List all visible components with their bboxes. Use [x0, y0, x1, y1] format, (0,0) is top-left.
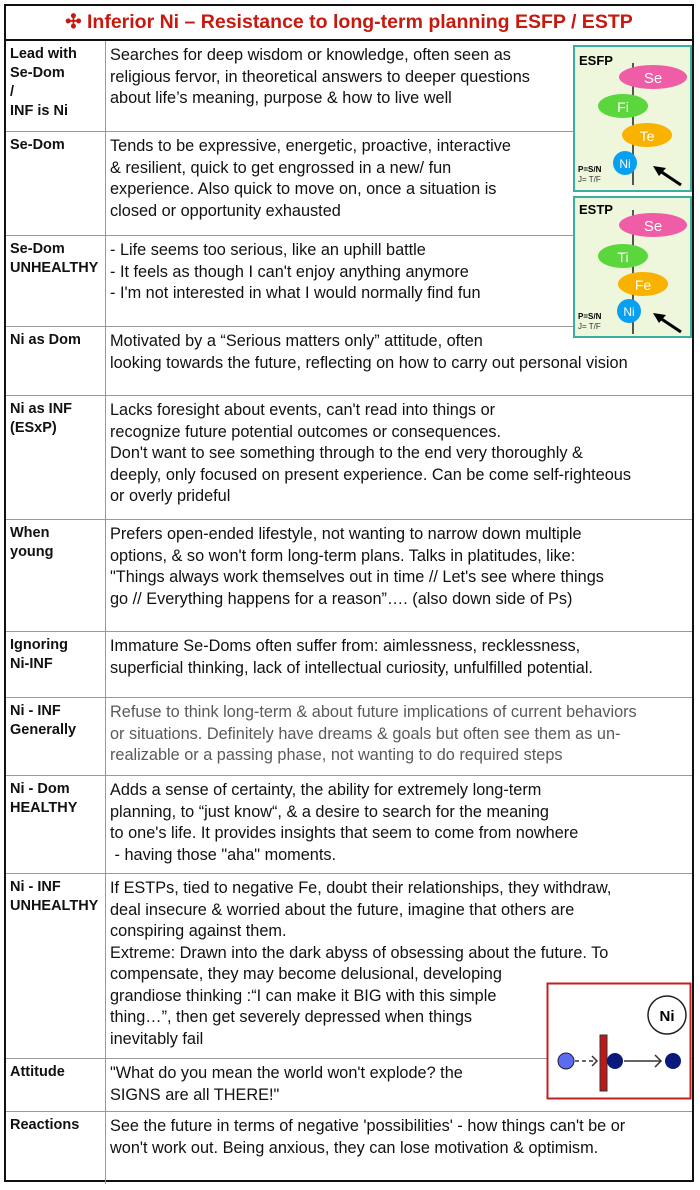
table-row [6, 1112, 692, 1184]
esfp-label: ESFP [579, 53, 613, 68]
row-label [6, 132, 106, 235]
row-label-line: When [10, 525, 50, 541]
row-label [6, 698, 106, 775]
row-text-line: Refuse to think long-term & about future implications of current behaviors [110, 703, 637, 721]
row-label [6, 520, 106, 631]
svg-text:J= T/F: J= T/F [578, 322, 601, 331]
row-text-line: won't work out. Being anxious, they can lose motivation & optimism. [110, 1138, 599, 1157]
row-label-line: young [10, 544, 54, 560]
row-text-line: religious fervor, in theoretical answers to deeper questions [110, 67, 530, 86]
row-label [6, 1112, 106, 1184]
row-text-line: experience. Also quick to move on, once a situation is [110, 180, 497, 198]
row-label-line: UNHEALTHY [10, 260, 99, 276]
row-label-line: (ESxP) [10, 420, 57, 436]
ni-circle-label: Ni [659, 1008, 675, 1025]
row-label-line: Ni as Dom [10, 332, 81, 348]
row-text-line: closed or opportunity exhausted [110, 201, 341, 220]
row-text-line: Lacks foresight about events, can't read into things or [110, 401, 496, 419]
row-label [6, 327, 106, 395]
svg-text:Ni: Ni [623, 305, 635, 319]
row-text [106, 776, 692, 873]
row-label [6, 41, 106, 131]
row-text-line: deal insecure & worried about the future, imagine that others are [110, 900, 575, 919]
row-text-line: inevitably fail [110, 1029, 204, 1048]
svg-text:Ni: Ni [619, 157, 631, 171]
row-text-line: & resilient, quick to get engrossed in a new/ fun [110, 158, 452, 177]
svg-text:Fi: Fi [617, 99, 629, 115]
row-text-line: SIGNS are all THERE!" [110, 1085, 280, 1104]
svg-text:Te: Te [639, 128, 655, 144]
table-row [6, 396, 692, 520]
row-text-line: deeply, only focused on present experience. Can be come self-righteous [110, 465, 632, 484]
row-text-line: looking towards the future, reflecting on how to carry out personal vision [110, 353, 628, 372]
svg-text:P=S/N: P=S/N [578, 165, 602, 174]
svg-text:Fe: Fe [634, 277, 652, 293]
row-text-line: Don't want to see something through to the end very thoroughly & [110, 444, 583, 462]
row-text-line: Prefers open-ended lifestyle, not wanting to narrow down multiple [110, 525, 582, 543]
row-label-line: Attitude [10, 1064, 65, 1080]
row-label-line: Se-Dom [10, 65, 65, 81]
row-label-line: INF is Ni [10, 103, 69, 119]
estp-diagram [573, 196, 693, 339]
row-label [6, 396, 106, 519]
row-label [6, 776, 106, 873]
table-row [6, 632, 692, 698]
table-row [6, 698, 692, 776]
row-label-line: Lead with [10, 46, 77, 62]
row-text-line: planning, to “just know“, & a desire to search for the meaning [110, 802, 549, 821]
row-text-line: options, & so won't form long-term plans. Talks in platitudes, like: [110, 546, 576, 565]
row-text-line: See the future in terms of negative 'possibilities' - how things can't be or [110, 1117, 626, 1135]
row-text [106, 520, 692, 631]
row-text-line: - It feels as though I can't enjoy anything anymore [110, 262, 469, 281]
row-text-line: thing…”, then get severely depressed when things [110, 1008, 473, 1026]
row-text [106, 632, 692, 697]
estp-label: ESTP [579, 202, 613, 217]
row-text-line: or situations. Definitely have dreams & goals but often see them as un- [110, 724, 621, 743]
row-text-line: - Life seems too serious, like an uphill battle [110, 241, 426, 259]
svg-text:Se: Se [643, 218, 663, 235]
row-text-line: "What do you mean the world won't explode? the [110, 1064, 463, 1082]
row-label [6, 1059, 106, 1111]
row-text-line: or overly prideful [110, 487, 231, 505]
row-text-line: about life’s meaning, purpose & how to live well [110, 89, 452, 107]
row-text-line: Adds a sense of certainty, the ability for extremely long-term [110, 781, 542, 799]
row-text-line: compensate, they may become delusional, developing [110, 965, 502, 983]
esfp-diagram [573, 45, 693, 193]
row-text-line: superficial thinking, lack of intellectual curiosity, unfulfilled potential. [110, 658, 593, 677]
row-text-line: - having those "aha" moments. [110, 845, 337, 864]
row-label-line: Se-Dom [10, 241, 65, 257]
row-text-line: Tends to be expressive, energetic, proactive, interactive [110, 137, 511, 155]
row-label [6, 632, 106, 697]
row-label-line: Ignoring [10, 637, 68, 653]
row-text-line: Immature Se-Doms often suffer from: aimlessness, recklessness, [110, 637, 581, 655]
row-label-line: Generally [10, 722, 77, 738]
row-label-line: Ni as INF [10, 401, 73, 417]
row-label-line: UNHEALTHY [10, 898, 99, 914]
row-label-line: Reactions [10, 1117, 80, 1133]
row-text-line: recognize future potential outcomes or consequences. [110, 422, 501, 441]
row-text-line: go // Everything happens for a reason”…. (also down side of Ps) [110, 589, 573, 608]
svg-text:J= T/F: J= T/F [578, 175, 601, 184]
ni-blocked-diagram [546, 982, 692, 1100]
row-text-line: Motivated by a “Serious matters only” attitude, often [110, 332, 483, 350]
row-label-line: Ni - Dom [10, 781, 70, 797]
row-text-line: If ESTPs, tied to negative Fe, doubt their relationships, they withdraw, [110, 879, 612, 897]
row-text-line: grandiose thinking :“I can make it BIG with this simple [110, 986, 497, 1005]
row-label-line: HEALTHY [10, 800, 78, 816]
page-title: ✣ Inferior Ni – Resistance to long-term planning ESFP / ESTP [6, 6, 692, 41]
svg-text:P=S/N: P=S/N [578, 312, 602, 321]
row-text-line: Extreme: Drawn into the dark abyss of obsessing about the future. To [110, 943, 609, 962]
row-text-line: to one's life. It provides insights that seem to come from nowhere [110, 824, 579, 842]
row-text-line: realizable or a passing phase, not wanting to do required steps [110, 746, 563, 764]
row-text [106, 396, 692, 519]
svg-text:Se: Se [643, 70, 663, 87]
row-label-line: Ni - INF [10, 703, 61, 719]
row-text-line: - I'm not interested in what I would normally find fun [110, 284, 481, 302]
row-label-line: Ni - INF [10, 879, 61, 895]
row-label-line: / [10, 84, 15, 100]
row-label-line: Se-Dom [10, 137, 65, 153]
table-row [6, 776, 692, 874]
row-label-line: Ni-INF [10, 656, 53, 672]
table-row [6, 520, 692, 632]
row-text [106, 698, 692, 775]
row-text-line: Searches for deep wisdom or knowledge, often seen as [110, 46, 511, 64]
row-text-line: "Things always work themselves out in time // Let's see where things [110, 568, 604, 586]
row-label [6, 236, 106, 326]
row-text [106, 1112, 692, 1184]
row-label [6, 874, 106, 1058]
svg-text:Ti: Ti [617, 249, 629, 265]
row-text-line: conspiring against them. [110, 922, 287, 940]
